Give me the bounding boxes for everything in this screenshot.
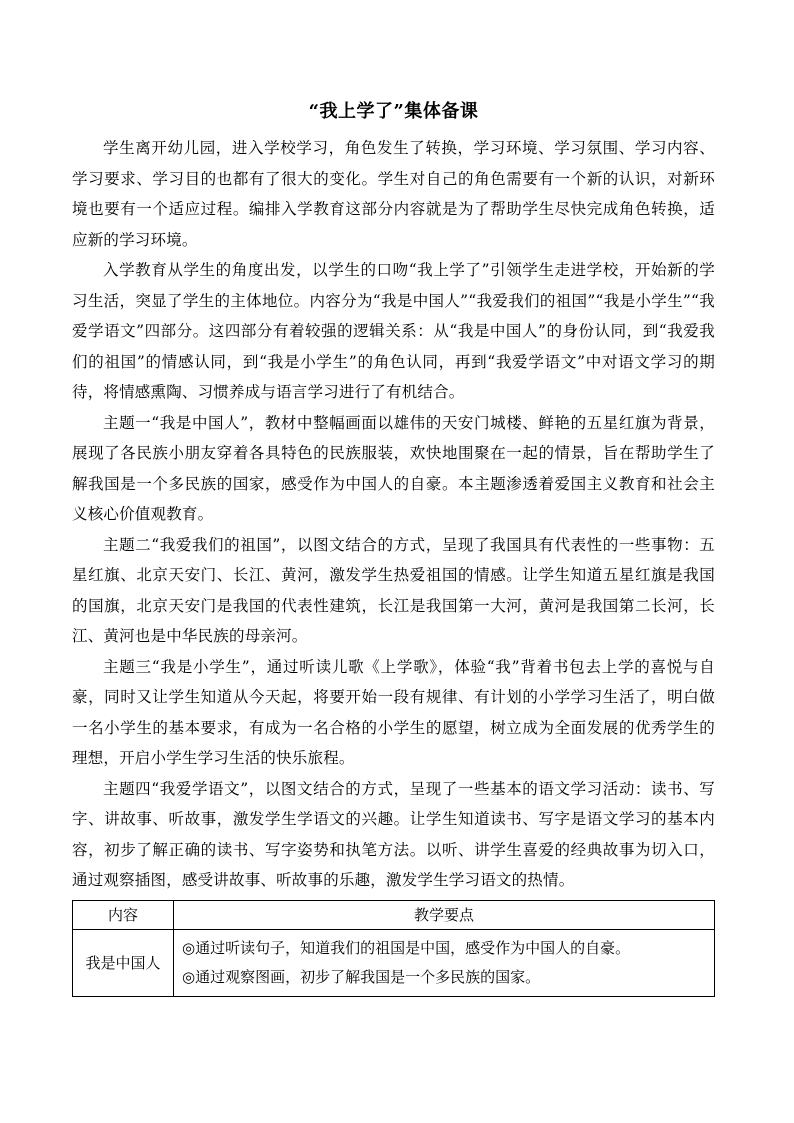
table-header-row	[73, 900, 715, 929]
paragraph-theme-one: 主题一“我是中国人”，教材中整幅画面以雄伟的天安门城楼、鲜艳的五星红旗为背景，展现了各民族小朋友穿着各具特色的民族服装，欢快地围聚在一起的情景，旨在帮助学生了解我国是一个多民族的国家，感受作为中国人的自豪。本主题渗透着爱国主义教育和社会主义核心价值观教育。	[72, 413, 715, 523]
table-header-teaching-points: 教学要点	[174, 900, 715, 929]
table-cell-content: 我是中国人	[73, 929, 174, 996]
table-header-content: 内容	[73, 900, 174, 929]
paragraph-entry-education: 入学教育从学生的角度出发，以学生的口吻“我上学了”引领学生走进学校，开始新的学习生活，突显了学生的主体地位。内容分为“我是中国人”“我爱我们的祖国”“我是小学生”“我爱学语文”四部分。这四部分有着较强的逻辑关系：从“我是中国人”的身份认同，到“我爱我们的祖国”的情感认同，到“我是小学生”的角色认同，再到“我爱学语文”中对语文学习的期待，将情感熏陶、习惯养成与语言学习进行了有机结合。	[72, 261, 715, 401]
document-page	[72, 98, 715, 997]
paragraph-theme-three: 主题三“我是小学生”，通过听读儿歌《上学歌》，体验“我”背着书包去上学的喜悦与自豪，同时又让学生知道从今天起，将要开始一段有规律、有计划的小学学习生活了，明白做一名小学生的基本要求，有成为一名合格的小学生的愿望，树立成为全面发展的优秀学生的理想，开启小学生学习生活的快乐旅程。	[72, 657, 715, 767]
table-row	[73, 929, 715, 996]
document-title: “我上学了”集体备课	[308, 101, 479, 122]
teaching-points-table	[72, 900, 715, 997]
teaching-point-item: ◎通过听读句子，知道我们的祖国是中国，感受作为中国人的自豪。	[182, 938, 631, 957]
paragraph-theme-two: 主题二“我爱我们的祖国”，以图文结合的方式，呈现了我国具有代表性的一些事物：五星红旗、北京天安门、长江、黄河，激发学生热爱祖国的情感。让学生知道五星红旗是我国的国旗，北京天安门是我国的代表性建筑，长江是我国第一大河，黄河是我国第二长河，长江、黄河也是中华民族的母亲河。	[72, 535, 715, 645]
table-cell-teaching-points	[174, 929, 715, 996]
teaching-point-item: ◎通过观察图画，初步了解我国是一个多民族的国家。	[182, 967, 541, 986]
paragraph-theme-four: 主题四“我爱学语文”，以图文结合的方式，呈现了一些基本的语文学习活动：读书、写字、讲故事、听故事，激发学生学语文的兴趣。让学生知道读书、写字是语文学习的基本内容，初步了解正确的读书、写字姿势和执笔方法。以听、讲学生喜爱的经典故事为切入口，通过观察插图，感受讲故事、听故事的乐趣，激发学生学习语文的热情。	[72, 779, 715, 889]
paragraph-intro: 学生离开幼儿园，进入学校学习，角色发生了转换，学习环境、学习氛围、学习内容、学习要求、学习目的也都有了很大的变化。学生对自己的角色需要有一个新的认识，对新环境也要有一个适应过程。编排入学教育这部分内容就是为了帮助学生尽快完成角色转换，适应新的学习环境。	[72, 139, 715, 249]
